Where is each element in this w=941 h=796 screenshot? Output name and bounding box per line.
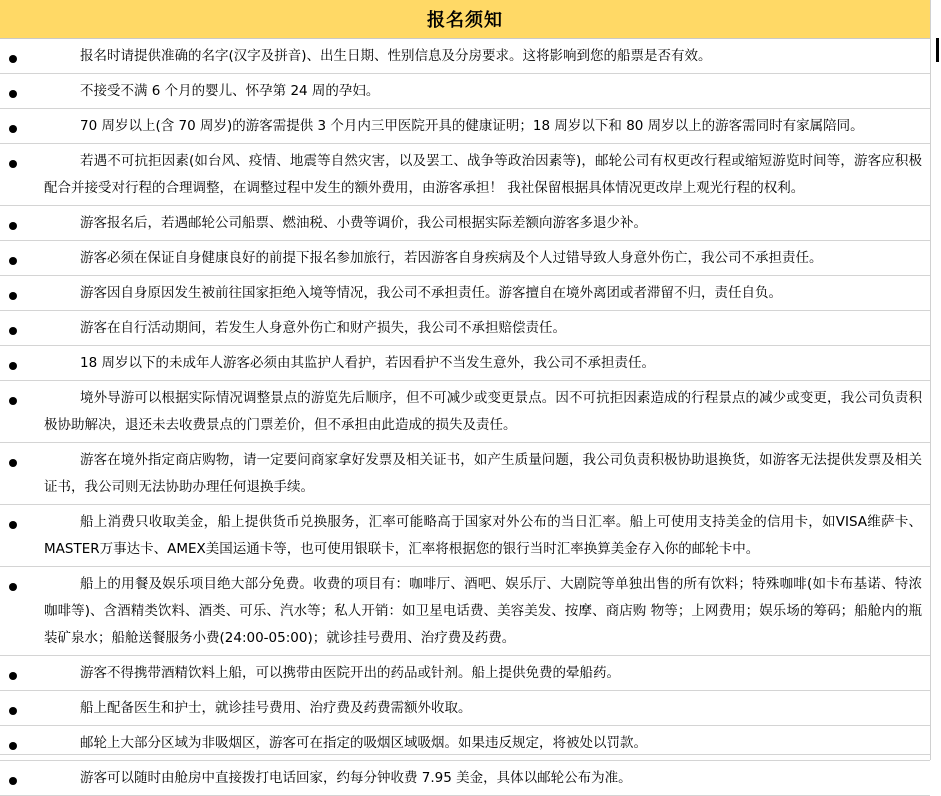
notice-item	[0, 656, 930, 691]
notice-item	[0, 346, 930, 381]
bullet-icon	[9, 707, 17, 715]
notice-item-text: 船上消费只收取美金，船上提供货币兑换服务，汇率可能略高于国家对外公布的当日汇率。船上可使用支持美金的信用卡，如VISA维萨卡、MASTER万事达卡、AMEX美国运通卡等，也可使用银联卡，汇率将根据您的银行当时汇率换算美金存入你的邮轮卡中。	[44, 514, 922, 557]
notice-item	[0, 74, 930, 109]
notice-item-text: 18 周岁以下的未成年人游客必须由其监护人看护，若因看护不当发生意外，我公司不承担责任。	[80, 355, 655, 371]
right-edge-marker	[936, 38, 939, 62]
notice-item	[0, 311, 930, 346]
notice-item	[0, 726, 930, 761]
notice-item	[0, 505, 930, 567]
bullet-icon	[9, 222, 17, 230]
notice-list	[0, 39, 930, 796]
bullet-icon	[9, 292, 17, 300]
right-edge-panel	[930, 0, 941, 760]
notice-item	[0, 144, 930, 206]
notice-item-text: 游客在境外指定商店购物，请一定要问商家拿好发票及相关证书，如产生质量问题，我公司负责积极协助退换货，如游客无法提供发票及相关证书，我公司则无法协助办理任何退换手续。	[44, 452, 922, 495]
notice-item	[0, 206, 930, 241]
bullet-icon	[9, 160, 17, 168]
notice-item-text: 报名时请提供准确的名字(汉字及拼音)、出生日期、性别信息及分房要求。这将影响到您的船票是否有效。	[80, 48, 712, 64]
notice-item	[0, 761, 930, 796]
notice-item-text: 游客可以随时由舱房中直接拨打电话回家，约每分钟收费 7.95 美金，具体以邮轮公布为准。	[80, 770, 632, 786]
notice-item	[0, 443, 930, 505]
notice-item-text: 若遇不可抗拒因素(如台风、疫情、地震等自然灾害，以及罢工、战争等政治因素等)，邮轮公司有权更改行程或缩短游览时间等，游客应积极配合并接受对行程的合理调整，在调整过程中发生的额外费用，由游客承担！ 我社保留根据具体情况更改岸上观光行程的权利。	[44, 153, 922, 196]
notice-item-text: 邮轮上大部分区域为非吸烟区，游客可在指定的吸烟区域吸烟。如果违反规定，将被处以罚款。	[80, 735, 647, 751]
notice-item	[0, 109, 930, 144]
notice-item-text: 船上的用餐及娱乐项目绝大部分免费。收费的项目有：咖啡厅、酒吧、娱乐厅、大剧院等单独出售的所有饮料；特殊咖啡(如卡布基诺、特浓咖啡等)、含酒精类饮料、酒类、可乐、汽水等；私人开销：如卫星电话费、美容美发、按摩、商店购 物等；上网费用；娱乐场的筹码；船舱内的瓶装矿泉水；船舱送餐服务小费(24:00-05:00)；就诊挂号费用、治疗费及药费。	[44, 576, 922, 646]
notice-item-text: 游客必须在保证自身健康良好的前提下报名参加旅行，若因游客自身疾病及个人过错导致人身意外伤亡，我公司不承担责任。	[80, 250, 823, 266]
notice-item-text: 不接受不满 6 个月的婴儿、怀孕第 24 周的孕妇。	[80, 83, 380, 99]
bullet-icon	[9, 777, 17, 785]
bullet-icon	[9, 521, 17, 529]
notice-item-text: 船上配备医生和护士，就诊挂号费用、治疗费及药费需额外收取。	[80, 700, 472, 716]
notice-item-text: 游客因自身原因发生被前往国家拒绝入境等情况，我公司不承担责任。游客擅自在境外离团或者滞留不归，责任自负。	[80, 285, 782, 301]
notice-item	[0, 39, 930, 74]
bullet-icon	[9, 257, 17, 265]
bullet-icon	[9, 583, 17, 591]
bottom-divider	[0, 754, 930, 755]
bullet-icon	[9, 459, 17, 467]
bullet-icon	[9, 327, 17, 335]
bullet-icon	[9, 362, 17, 370]
bullet-icon	[9, 55, 17, 63]
notice-item-text: 70 周岁以上(含 70 周岁)的游客需提供 3 个月内三甲医院开具的健康证明；18 周岁以下和 80 周岁以上的游客需同时有家属陪同。	[80, 118, 864, 134]
notice-item	[0, 567, 930, 656]
notice-item	[0, 381, 930, 443]
title-bar	[0, 0, 930, 39]
bullet-icon	[9, 397, 17, 405]
notice-item	[0, 276, 930, 311]
notice-item-text: 游客报名后，若遇邮轮公司船票、燃油税、小费等调价，我公司根据实际差额向游客多退少补。	[80, 215, 647, 231]
bullet-icon	[9, 125, 17, 133]
bullet-icon	[9, 672, 17, 680]
notice-item-text: 游客在自行活动期间，若发生人身意外伤亡和财产损失，我公司不承担赔偿责任。	[80, 320, 566, 336]
notice-item-text: 境外导游可以根据实际情况调整景点的游览先后顺序，但不可减少或变更景点。因不可抗拒因素造成的行程景点的减少或变更，我公司负责积极协助解决，退还未去收费景点的门票差价，但不承担由此造成的损失及责任。	[44, 390, 922, 433]
notice-item	[0, 241, 930, 276]
notice-item-text: 游客不得携带酒精饮料上船，可以携带由医院开出的药品或针剂。船上提供免费的晕船药。	[80, 665, 620, 681]
page-title: 报名须知	[427, 10, 503, 31]
bullet-icon	[9, 90, 17, 98]
notice-item	[0, 691, 930, 726]
bullet-icon	[9, 742, 17, 750]
